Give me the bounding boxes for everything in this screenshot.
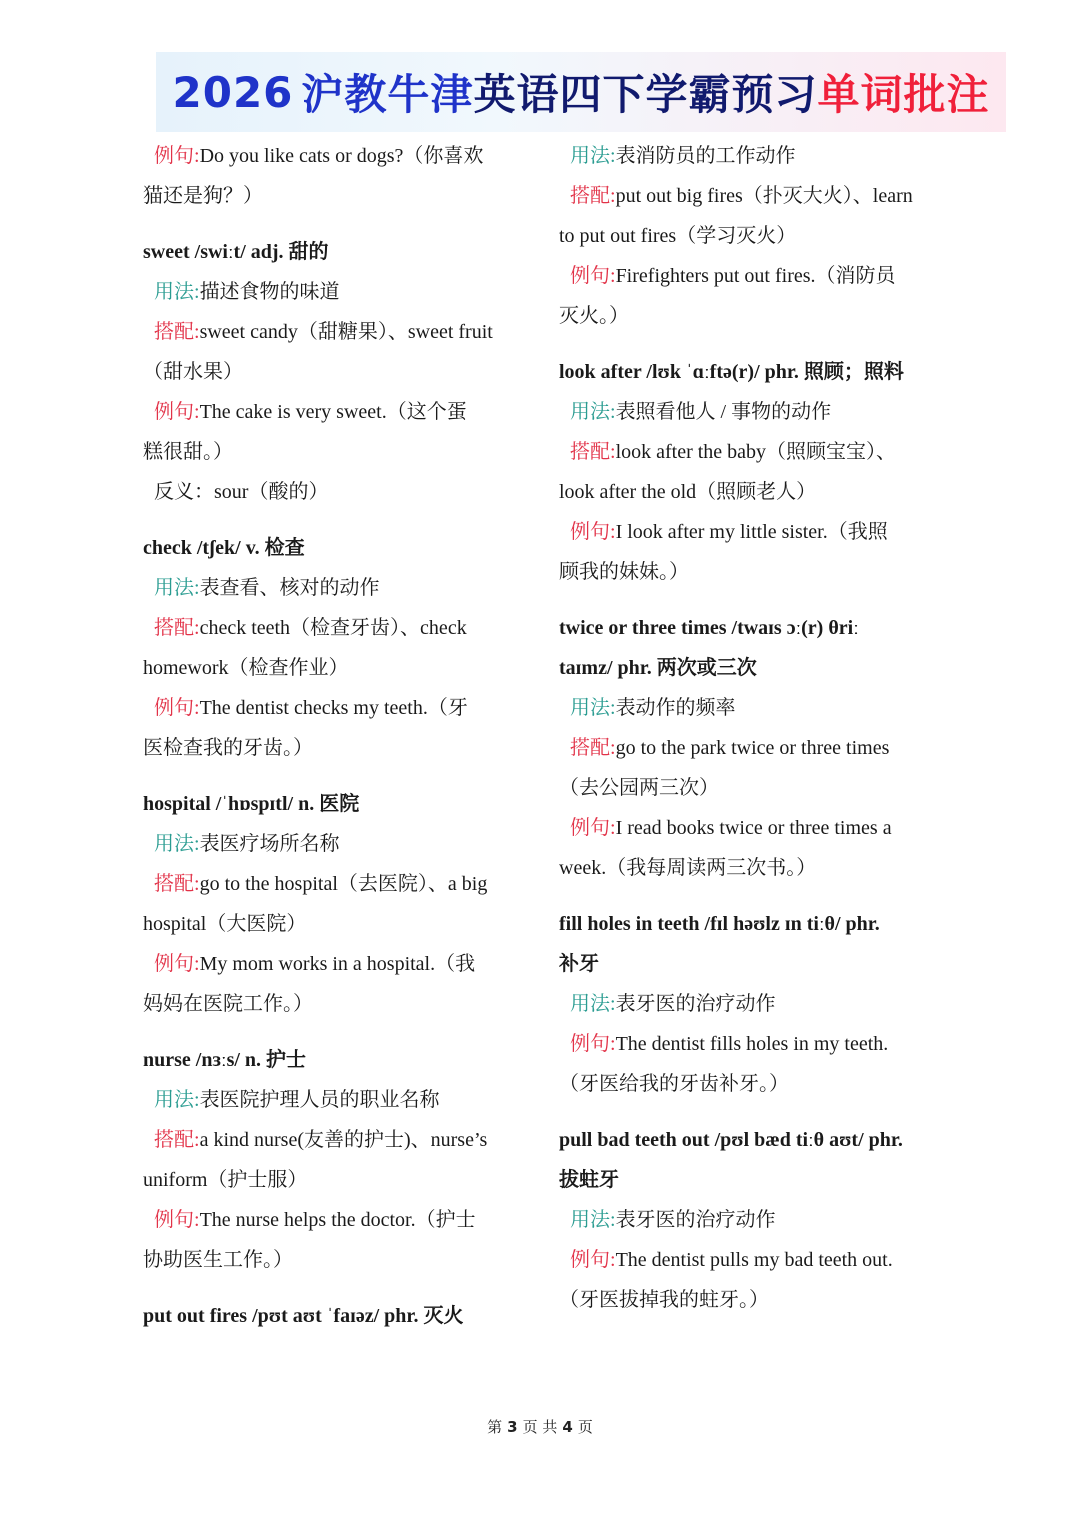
- collocation-text: a kind nurse(友善的护士)、nurse’s: [199, 1129, 488, 1151]
- example-text: I look after my little sister.（我照: [615, 521, 888, 543]
- usage-label: 用法:: [154, 281, 200, 303]
- continuation-text: 妈妈在医院工作。）: [143, 993, 313, 1015]
- usage-label: 用法:: [570, 697, 616, 719]
- example-text: The dentist fills holes in my teeth.: [615, 1033, 889, 1055]
- usage-label: 用法:: [570, 401, 616, 423]
- entry-headword: put out fires /pʊt aʊt ˈfaɪəz/ phr. 灭火: [143, 1305, 464, 1327]
- footer-middle: 页 共: [522, 1418, 558, 1436]
- collocation-label: 搭配:: [570, 185, 616, 207]
- collocation-text: sweet candy（甜糖果）、sweet fruit: [199, 321, 493, 343]
- usage-line: [559, 1200, 939, 1240]
- usage-text: 表动作的频率: [615, 697, 736, 719]
- title-highlight: 单词批注: [817, 70, 990, 119]
- entry-headword: 拔蛀牙: [559, 1169, 619, 1191]
- example-line: [559, 512, 939, 552]
- example-text: The nurse helps the doctor.（护士: [199, 1209, 476, 1231]
- usage-text: 表查看、核对的动作: [199, 577, 380, 599]
- continuation-text: to put out fires（学习灭火）: [559, 225, 797, 247]
- entry-spacer: [559, 592, 939, 608]
- continuation-text: 协助医生工作。）: [143, 1249, 293, 1271]
- continuation-text: 医检查我的牙齿。）: [143, 737, 313, 759]
- collocation-label: 搭配:: [154, 321, 200, 343]
- entry-spacer: [559, 888, 939, 904]
- footer-total-pages: 4: [562, 1418, 573, 1436]
- usage-line: [143, 824, 523, 864]
- example-label: 例句:: [154, 1209, 200, 1231]
- entry-headword: look after /lʊk ˈɑːftə(r)/ phr. 照顾；照料: [559, 361, 904, 383]
- continuation-text: homework（检查作业）: [143, 657, 349, 679]
- usage-line: [143, 272, 523, 312]
- usage-text: 表医院护理人员的职业名称: [199, 1089, 440, 1111]
- entry-spacer: [143, 1280, 523, 1296]
- continuation-text: 灭火。）: [559, 305, 629, 327]
- entry-headword: twice or three times /twaɪs ɔː(r) θriː: [559, 617, 859, 639]
- collocation-line: [143, 1120, 523, 1160]
- usage-text: 表照看他人 / 事物的动作: [615, 401, 832, 423]
- continuation-text: （去公园两三次）: [559, 777, 719, 799]
- entry-headword: fill holes in teeth /fɪl həʊlz ɪn tiːθ/ phr.: [559, 913, 880, 935]
- example-line: [143, 688, 523, 728]
- example-label: 例句:: [570, 265, 616, 287]
- usage-text: 表牙医的治疗动作: [615, 993, 776, 1015]
- example-label: 例句:: [570, 1033, 616, 1055]
- example-text: I read books twice or three times a: [615, 817, 892, 839]
- continuation-text: hospital（大医院）: [143, 913, 307, 935]
- entry-headword: taɪmz/ phr. 两次或三次: [559, 657, 757, 679]
- entry-headword: nurse /nɜːs/ n. 护士: [143, 1049, 307, 1071]
- example-line: [143, 944, 523, 984]
- example-line: [559, 808, 939, 848]
- collocation-label: 搭配:: [570, 737, 616, 759]
- collocation-label: 搭配:: [154, 873, 200, 895]
- entry-spacer: [143, 216, 523, 232]
- usage-line: [559, 392, 939, 432]
- example-line: [559, 1024, 939, 1064]
- entry-spacer: [143, 512, 523, 528]
- usage-label: 用法:: [154, 577, 200, 599]
- footer-current-page: 3: [507, 1418, 518, 1436]
- example-text: The dentist pulls my bad teeth out.: [615, 1249, 893, 1271]
- collocation-label: 搭配:: [570, 441, 616, 463]
- title-brand: 沪教牛津: [301, 70, 474, 119]
- footer-prefix: 第: [487, 1418, 503, 1436]
- example-line: [559, 256, 939, 296]
- page-footer: [0, 1416, 1080, 1437]
- collocation-text: look after the baby（照顾宝宝）、: [615, 441, 897, 463]
- entry-headword: pull bad teeth out /pʊl bæd tiːθ aʊt/ phr.: [559, 1129, 903, 1151]
- entry-spacer: [559, 1104, 939, 1120]
- collocation-text: put out big fires（扑灭大火）、learn: [615, 185, 913, 207]
- example-text: My mom works in a hospital.（我: [199, 953, 476, 975]
- example-line: [143, 1200, 523, 1240]
- example-label: 例句:: [154, 697, 200, 719]
- example-label: 例句:: [154, 145, 200, 167]
- footer-suffix: 页: [577, 1418, 593, 1436]
- continuation-text: week.（我每周读两三次书。）: [559, 857, 817, 879]
- collocation-line: [559, 176, 939, 216]
- usage-text: 表消防员的工作动作: [615, 145, 796, 167]
- entry-spacer: [559, 336, 939, 352]
- example-text: Firefighters put out fires.（消防员: [615, 265, 896, 287]
- entry-spacer: [143, 768, 523, 784]
- usage-label: 用法:: [570, 145, 616, 167]
- continuation-text: （牙医拔掉我的蛀牙。）: [559, 1289, 769, 1311]
- collocation-label: 搭配:: [154, 617, 200, 639]
- continuation-text: （牙医给我的牙齿补牙。）: [559, 1073, 789, 1095]
- example-label: 例句:: [154, 401, 200, 423]
- entry-headword: sweet /swiːt/ adj. 甜的: [143, 241, 329, 263]
- collocation-text: check teeth（检查牙齿）、check: [199, 617, 467, 639]
- collocation-line: [559, 728, 939, 768]
- usage-line: [143, 1080, 523, 1120]
- collocation-line: [143, 864, 523, 904]
- title-subject: 英语四下学霸预习: [473, 70, 818, 119]
- example-label: 例句:: [570, 817, 616, 839]
- usage-line: [143, 568, 523, 608]
- example-line: [143, 136, 523, 176]
- example-line: [559, 1240, 939, 1280]
- collocation-label: 搭配:: [154, 1129, 200, 1151]
- usage-label: 用法:: [570, 1209, 616, 1231]
- usage-line: [559, 984, 939, 1024]
- continuation-text: 糕很甜。）: [143, 441, 233, 463]
- entry-headword: 补牙: [559, 953, 599, 975]
- entry-spacer: [143, 1024, 523, 1040]
- example-label: 例句:: [154, 953, 200, 975]
- title-banner: [156, 52, 1006, 132]
- continuation-text: look after the old（照顾老人）: [559, 481, 817, 503]
- usage-label: 用法:: [570, 993, 616, 1015]
- collocation-text: go to the hospital（去医院）、a big: [199, 873, 488, 895]
- continuation-text: （甜水果）: [143, 361, 243, 383]
- collocation-line: [143, 312, 523, 352]
- title-year: 2026: [172, 67, 294, 117]
- continuation-text: uniform（护士服）: [143, 1169, 308, 1191]
- entry-headword: check /tʃek/ v. 检查: [143, 537, 305, 559]
- usage-text: 表医疗场所名称: [199, 833, 340, 855]
- usage-text: 表牙医的治疗动作: [615, 1209, 776, 1231]
- collocation-line: [559, 432, 939, 472]
- continuation-text: 顾我的妹妹。）: [559, 561, 689, 583]
- antonym-note: 反义：sour（酸的）: [154, 481, 329, 503]
- usage-text: 描述食物的味道: [199, 281, 340, 303]
- left-column: [143, 136, 523, 1336]
- example-text: The cake is very sweet.（这个蛋: [199, 401, 467, 423]
- collocation-text: go to the park twice or three times: [615, 737, 890, 759]
- collocation-line: [143, 608, 523, 648]
- usage-label: 用法:: [154, 833, 200, 855]
- usage-line: [559, 136, 939, 176]
- usage-label: 用法:: [154, 1089, 200, 1111]
- right-column: [559, 136, 939, 1320]
- entry-headword: hospital /ˈhɒspɪtl/ n. 医院: [143, 793, 360, 815]
- usage-line: [559, 688, 939, 728]
- example-text: The dentist checks my teeth.（牙: [199, 697, 468, 719]
- example-line: [143, 392, 523, 432]
- example-label: 例句:: [570, 1249, 616, 1271]
- continuation-text: 猫还是狗？）: [143, 185, 263, 207]
- example-label: 例句:: [570, 521, 616, 543]
- example-text: Do you like cats or dogs?（你喜欢: [199, 145, 484, 167]
